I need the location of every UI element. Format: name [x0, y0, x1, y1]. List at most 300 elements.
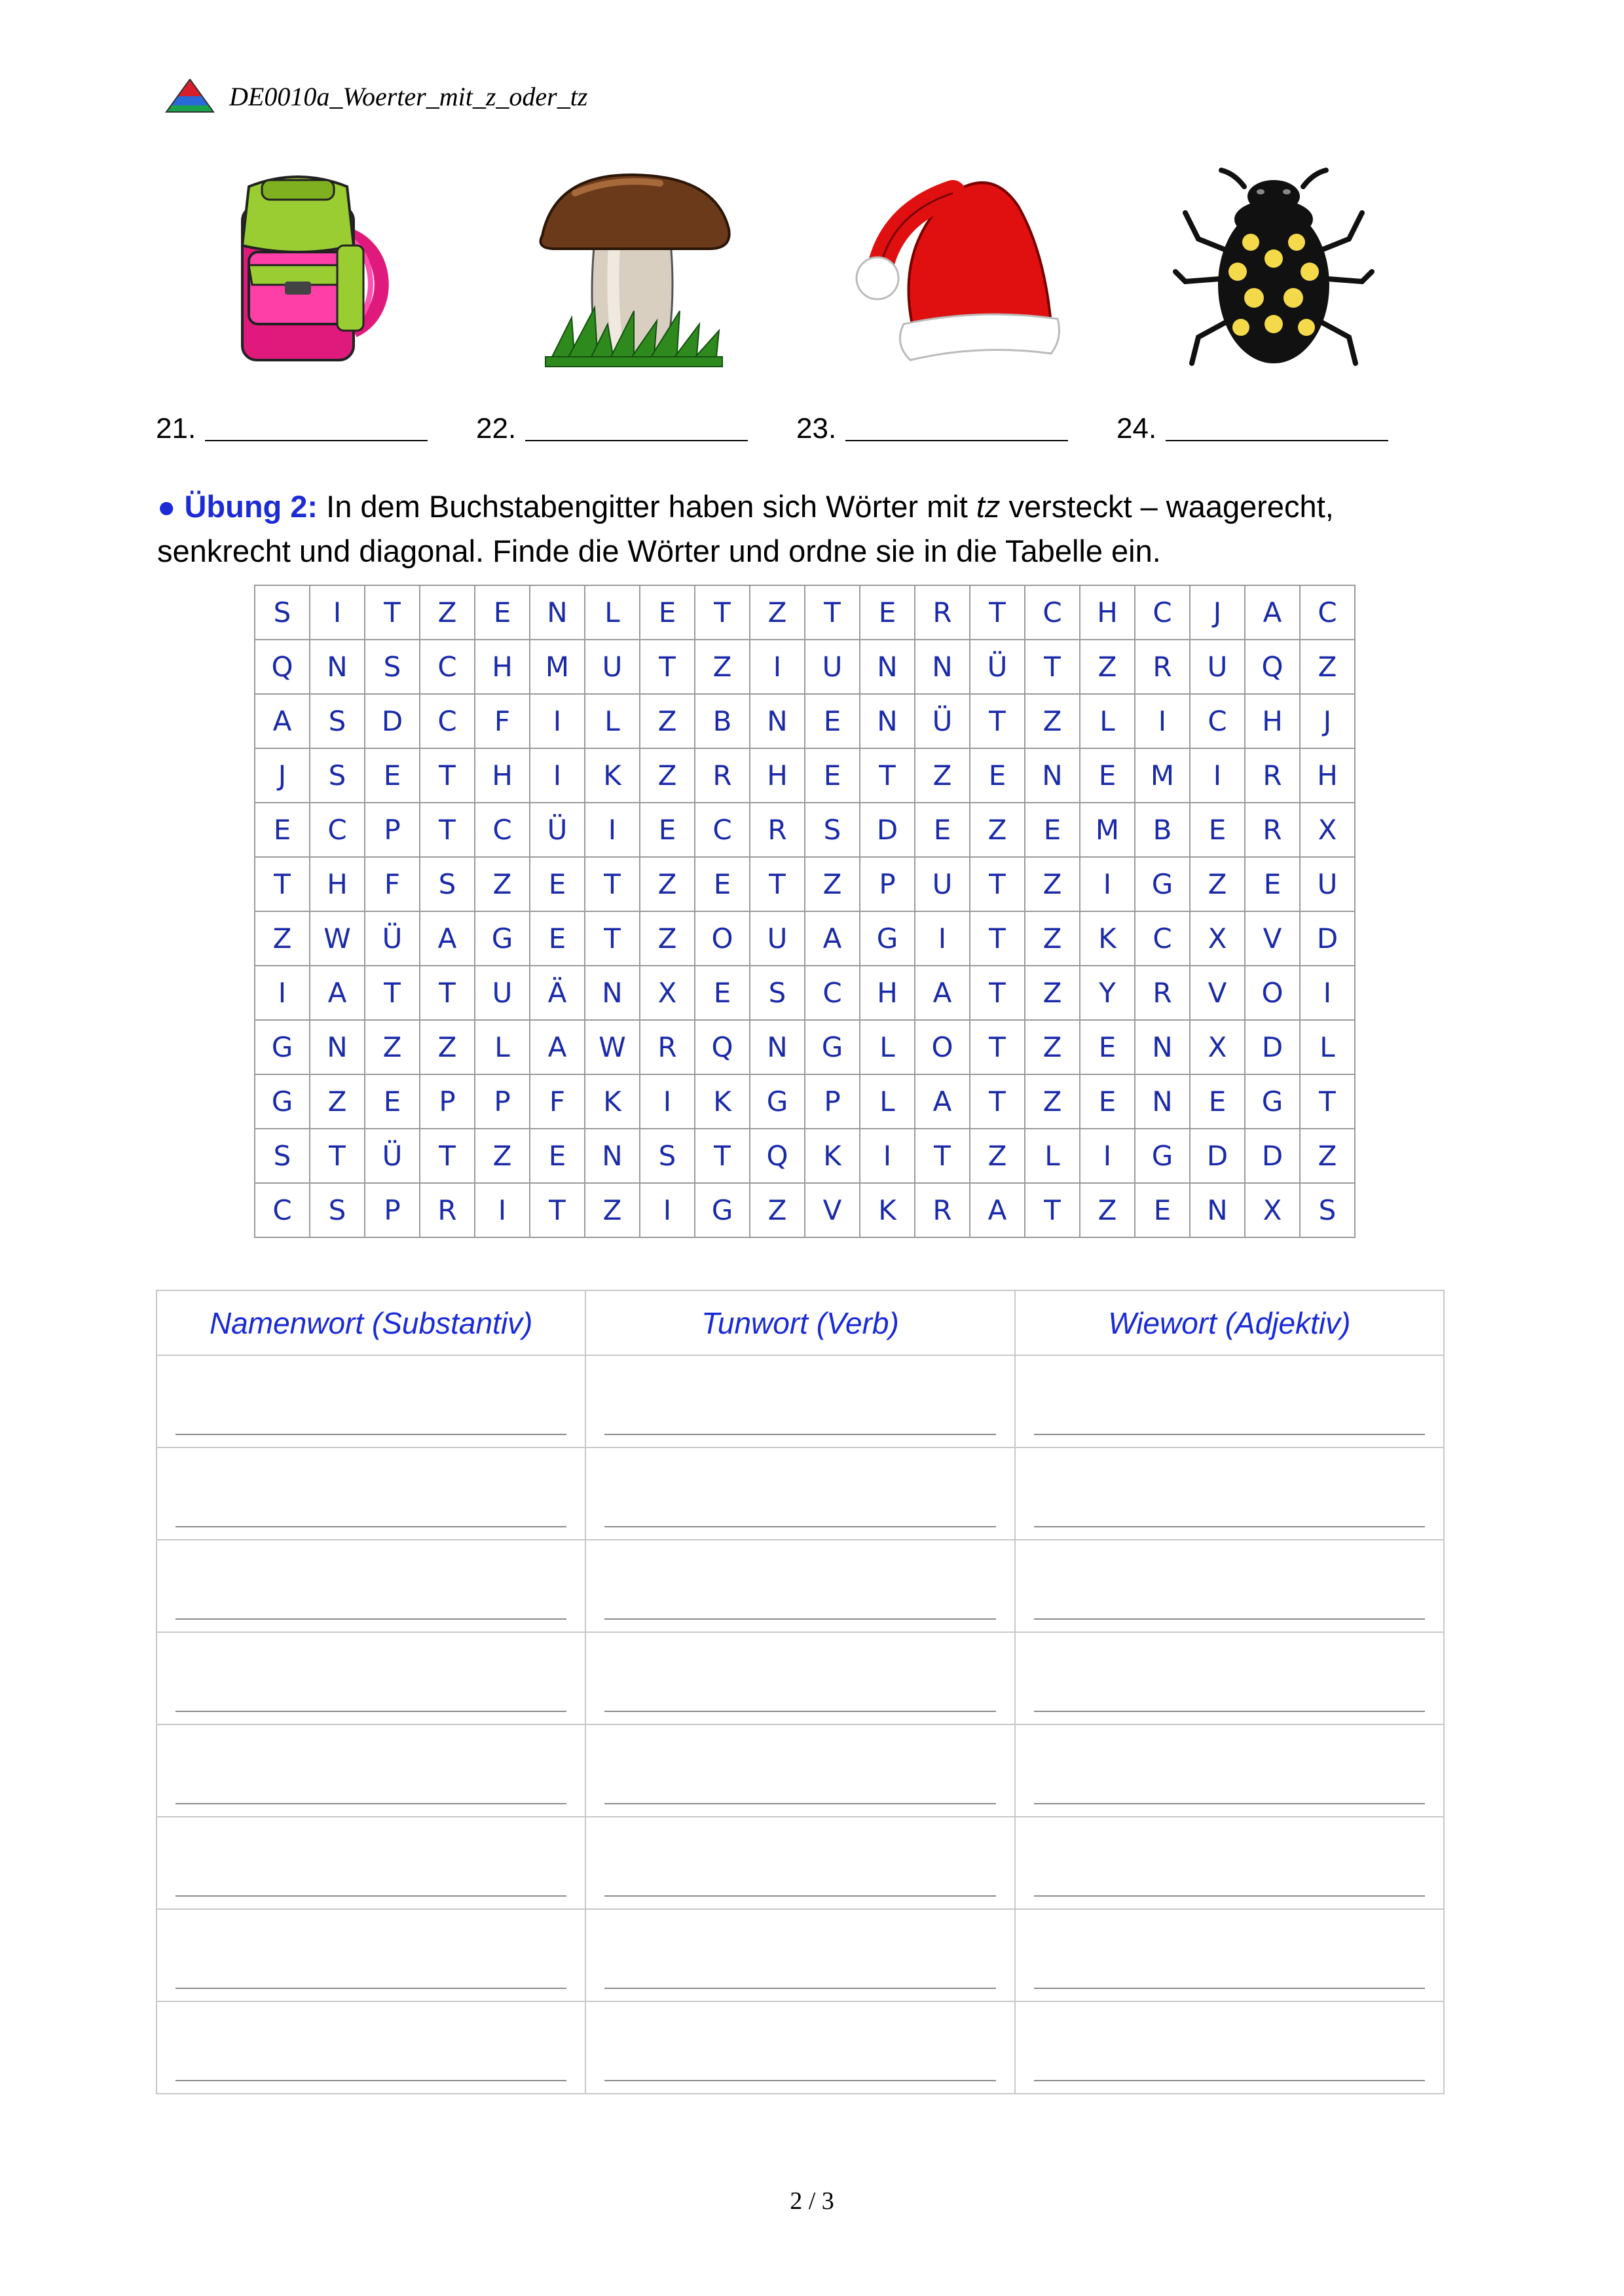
grid-cell[interactable]: Z — [750, 1183, 805, 1237]
grid-cell[interactable]: E — [970, 748, 1025, 803]
page-header — [164, 73, 587, 119]
grid-cell[interactable]: E — [1245, 857, 1300, 911]
grid-cell[interactable]: N — [310, 1020, 365, 1074]
grid-cell[interactable]: V — [805, 1183, 860, 1237]
grid-cell[interactable]: T — [970, 585, 1025, 640]
grid-cell[interactable]: L — [475, 1020, 530, 1074]
grid-cell[interactable]: P — [475, 1074, 530, 1129]
grid-cell[interactable]: E — [805, 748, 860, 803]
table-cell-noun[interactable] — [157, 1724, 585, 1817]
table-cell-noun[interactable] — [157, 2001, 585, 2094]
grid-cell[interactable]: T — [420, 803, 475, 857]
grid-cell[interactable]: T — [970, 1074, 1025, 1129]
grid-cell[interactable]: P — [365, 803, 420, 857]
grid-cell[interactable]: Z — [915, 748, 970, 803]
grid-cell[interactable]: I — [750, 640, 805, 694]
grid-cell[interactable]: I — [640, 1074, 695, 1129]
grid-cell[interactable]: Z — [1190, 857, 1245, 911]
grid-cell[interactable]: F — [365, 857, 420, 911]
word-search-grid — [254, 585, 1356, 1238]
grid-cell[interactable]: K — [1080, 911, 1135, 966]
answer-line-24[interactable] — [1166, 414, 1388, 441]
grid-cell[interactable]: R — [640, 1020, 695, 1074]
answer-line-21[interactable] — [205, 414, 428, 441]
picture-row — [0, 167, 1624, 383]
grid-cell[interactable]: R — [915, 1183, 970, 1237]
grid-cell[interactable]: I — [255, 966, 310, 1020]
table-cell-adjective[interactable] — [1015, 1355, 1444, 1448]
grid-cell[interactable]: E — [1080, 1020, 1135, 1074]
grid-row — [255, 1183, 1355, 1237]
grid-cell[interactable]: D — [1245, 1020, 1300, 1074]
grid-cell[interactable]: T — [970, 1020, 1025, 1074]
write-line — [175, 1432, 566, 1435]
grid-cell[interactable]: E — [640, 585, 695, 640]
exercise-instructions — [157, 484, 1467, 574]
table-cell-adjective[interactable] — [1015, 1909, 1444, 2001]
answer-number: 22. — [476, 412, 517, 445]
table-cell-verb[interactable] — [585, 1632, 1014, 1724]
grid-cell[interactable]: T — [640, 640, 695, 694]
grid-cell[interactable]: Z — [365, 1020, 420, 1074]
grid-cell[interactable]: C — [695, 803, 750, 857]
write-line — [1034, 1525, 1425, 1527]
grid-cell[interactable]: E — [365, 748, 420, 803]
grid-cell[interactable]: S — [255, 1129, 310, 1183]
grid-cell[interactable]: C — [1135, 585, 1190, 640]
grid-cell[interactable]: Q — [750, 1129, 805, 1183]
grid-cell[interactable]: G — [805, 1020, 860, 1074]
grid-cell[interactable]: C — [475, 803, 530, 857]
grid-cell[interactable]: Z — [750, 585, 805, 640]
grid-cell[interactable]: H — [1245, 694, 1300, 748]
grid-cell[interactable]: C — [255, 1183, 310, 1237]
grid-cell[interactable]: G — [255, 1020, 310, 1074]
grid-cell[interactable]: O — [695, 911, 750, 966]
grid-cell[interactable]: T — [1300, 1074, 1355, 1129]
grid-cell[interactable]: H — [750, 748, 805, 803]
grid-row — [255, 1129, 1355, 1183]
grid-cell[interactable]: M — [1080, 803, 1135, 857]
grid-cell[interactable]: E — [475, 585, 530, 640]
grid-cell[interactable]: L — [585, 585, 640, 640]
table-row — [157, 1632, 1444, 1724]
grid-cell[interactable]: Z — [1025, 911, 1080, 966]
grid-cell[interactable]: T — [420, 1129, 475, 1183]
answer-23 — [796, 412, 1068, 445]
write-line — [175, 1617, 566, 1620]
table-cell-adjective[interactable] — [1015, 1448, 1444, 1540]
grid-cell[interactable]: Ä — [530, 966, 585, 1020]
santa-hat-icon — [855, 167, 1064, 370]
table-cell-noun[interactable] — [157, 1909, 585, 2001]
grid-cell[interactable]: T — [860, 748, 915, 803]
table-cell-verb[interactable] — [585, 1355, 1014, 1448]
grid-cell[interactable]: C — [805, 966, 860, 1020]
grid-row — [255, 748, 1355, 803]
grid-cell[interactable]: T — [365, 585, 420, 640]
grid-cell[interactable]: Z — [1025, 1074, 1080, 1129]
grid-cell[interactable]: Z — [805, 857, 860, 911]
write-line — [604, 1709, 995, 1712]
table-cell-noun[interactable] — [157, 1817, 585, 1909]
grid-cell[interactable]: T — [365, 966, 420, 1020]
grid-cell[interactable]: E — [255, 803, 310, 857]
grid-cell[interactable]: H — [1300, 748, 1355, 803]
grid-cell[interactable]: Z — [1025, 1020, 1080, 1074]
grid-cell[interactable]: E — [860, 585, 915, 640]
grid-cell[interactable]: X — [1300, 803, 1355, 857]
grid-cell[interactable]: Z — [1025, 966, 1080, 1020]
grid-cell[interactable]: U — [805, 640, 860, 694]
grid-cell[interactable]: Z — [1080, 640, 1135, 694]
grid-cell[interactable]: E — [1080, 1074, 1135, 1129]
grid-cell[interactable]: E — [530, 1129, 585, 1183]
grid-cell[interactable]: E — [915, 803, 970, 857]
grid-cell[interactable]: S — [805, 803, 860, 857]
grid-cell[interactable]: R — [1135, 640, 1190, 694]
grid-cell[interactable]: Q — [695, 1020, 750, 1074]
grid-cell[interactable]: E — [1080, 748, 1135, 803]
grid-cell[interactable]: I — [1080, 1129, 1135, 1183]
grid-cell[interactable]: U — [1190, 640, 1245, 694]
grid-cell[interactable]: N — [860, 640, 915, 694]
grid-cell[interactable]: Ü — [530, 803, 585, 857]
grid-cell[interactable]: T — [585, 911, 640, 966]
grid-cell[interactable]: B — [1135, 803, 1190, 857]
grid-cell[interactable]: S — [310, 1183, 365, 1237]
grid-cell[interactable]: O — [1245, 966, 1300, 1020]
grid-cell[interactable]: E — [695, 857, 750, 911]
grid-cell[interactable]: J — [1300, 694, 1355, 748]
grid-cell[interactable]: Ü — [970, 640, 1025, 694]
grid-cell[interactable]: G — [1245, 1074, 1300, 1129]
exercise-text-2: versteckt – waagerecht, senkrecht und diagonal. Finde die Wörter und ordne sie in die Tabelle ein. — [157, 489, 1334, 568]
grid-cell[interactable]: E — [530, 857, 585, 911]
grid-cell[interactable]: R — [915, 585, 970, 640]
grid-cell[interactable]: D — [1245, 1129, 1300, 1183]
grid-cell[interactable]: I — [640, 1183, 695, 1237]
grid-cell[interactable]: C — [1300, 585, 1355, 640]
grid-cell[interactable]: I — [475, 1183, 530, 1237]
grid-cell[interactable]: N — [860, 694, 915, 748]
table-cell-verb[interactable] — [585, 1540, 1014, 1632]
grid-cell[interactable]: H — [1080, 585, 1135, 640]
grid-cell[interactable]: I — [530, 748, 585, 803]
grid-cell[interactable]: Z — [475, 1129, 530, 1183]
grid-cell[interactable]: Z — [1300, 640, 1355, 694]
grid-cell[interactable]: G — [860, 911, 915, 966]
grid-cell[interactable]: C — [310, 803, 365, 857]
grid-cell[interactable]: U — [585, 640, 640, 694]
grid-cell[interactable]: Z — [970, 803, 1025, 857]
grid-cell[interactable]: D — [1190, 1129, 1245, 1183]
grid-cell[interactable]: N — [1135, 1074, 1190, 1129]
grid-cell[interactable]: E — [365, 1074, 420, 1129]
grid-cell[interactable]: G — [695, 1183, 750, 1237]
grid-cell[interactable]: L — [860, 1074, 915, 1129]
grid-cell[interactable]: N — [1190, 1183, 1245, 1237]
answer-line-23[interactable] — [845, 414, 1068, 441]
table-cell-adjective[interactable] — [1015, 2001, 1444, 2094]
grid-cell[interactable]: U — [915, 857, 970, 911]
grid-cell[interactable]: G — [255, 1074, 310, 1129]
grid-cell[interactable]: W — [585, 1020, 640, 1074]
grid-cell[interactable]: E — [1190, 803, 1245, 857]
grid-cell[interactable]: D — [365, 694, 420, 748]
grid-cell[interactable]: Z — [1025, 694, 1080, 748]
write-line — [1034, 1986, 1425, 1989]
grid-cell[interactable]: Q — [255, 640, 310, 694]
grid-cell[interactable]: Z — [695, 640, 750, 694]
grid-cell[interactable]: C — [420, 640, 475, 694]
write-line — [175, 1894, 566, 1897]
grid-cell[interactable]: V — [1245, 911, 1300, 966]
grid-cell[interactable]: K — [805, 1129, 860, 1183]
grid-cell[interactable]: T — [695, 585, 750, 640]
grid-cell[interactable]: Z — [640, 857, 695, 911]
grid-cell[interactable]: E — [1190, 1074, 1245, 1129]
mushroom-icon — [536, 167, 732, 370]
grid-cell[interactable]: Z — [640, 911, 695, 966]
grid-cell[interactable]: Z — [420, 585, 475, 640]
grid-cell[interactable]: H — [475, 640, 530, 694]
grid-cell[interactable]: I — [1080, 857, 1135, 911]
grid-cell[interactable]: Ü — [365, 911, 420, 966]
grid-cell[interactable]: A — [970, 1183, 1025, 1237]
table-cell-adjective[interactable] — [1015, 1540, 1444, 1632]
grid-cell[interactable]: I — [1135, 694, 1190, 748]
grid-cell[interactable]: U — [475, 966, 530, 1020]
grid-cell[interactable]: Z — [1025, 857, 1080, 911]
grid-cell[interactable]: I — [530, 694, 585, 748]
grid-cell[interactable]: Ü — [915, 694, 970, 748]
grid-cell[interactable]: K — [695, 1074, 750, 1129]
grid-cell[interactable]: B — [695, 694, 750, 748]
grid-cell[interactable]: I — [1190, 748, 1245, 803]
grid-cell[interactable]: R — [750, 803, 805, 857]
grid-cell[interactable]: Z — [970, 1129, 1025, 1183]
write-line — [175, 1802, 566, 1804]
grid-cell[interactable]: N — [750, 694, 805, 748]
grid-cell[interactable]: S — [310, 748, 365, 803]
write-line — [175, 1986, 566, 1989]
grid-cell[interactable]: X — [1245, 1183, 1300, 1237]
grid-cell[interactable]: C — [1025, 585, 1080, 640]
grid-cell[interactable]: G — [1135, 1129, 1190, 1183]
table-cell-noun[interactable] — [157, 1632, 585, 1724]
grid-cell[interactable]: R — [1245, 803, 1300, 857]
grid-cell[interactable]: Z — [585, 1183, 640, 1237]
grid-cell[interactable]: F — [530, 1074, 585, 1129]
grid-cell[interactable]: E — [640, 803, 695, 857]
grid-cell[interactable]: T — [310, 1129, 365, 1183]
grid-cell[interactable]: E — [805, 694, 860, 748]
grid-cell[interactable]: C — [1135, 911, 1190, 966]
grid-cell[interactable]: C — [420, 694, 475, 748]
grid-cell[interactable]: J — [255, 748, 310, 803]
grid-cell[interactable]: A — [310, 966, 365, 1020]
grid-cell[interactable]: G — [475, 911, 530, 966]
grid-cell[interactable]: T — [970, 911, 1025, 966]
grid-cell[interactable]: E — [1135, 1183, 1190, 1237]
grid-cell[interactable]: U — [750, 911, 805, 966]
grid-cell[interactable]: P — [365, 1183, 420, 1237]
backpack-icon — [223, 167, 399, 370]
grid-cell[interactable]: T — [530, 1183, 585, 1237]
grid-row — [255, 966, 1355, 1020]
grid-cell[interactable]: N — [750, 1020, 805, 1074]
grid-cell[interactable]: N — [1025, 748, 1080, 803]
grid-cell[interactable]: A — [1245, 585, 1300, 640]
grid-cell[interactable]: K — [585, 1074, 640, 1129]
grid-cell[interactable]: Z — [420, 1020, 475, 1074]
grid-cell[interactable]: S — [640, 1129, 695, 1183]
table-row — [157, 1540, 1444, 1632]
grid-cell[interactable]: T — [970, 966, 1025, 1020]
answer-line-22[interactable] — [525, 414, 748, 441]
grid-cell[interactable]: T — [420, 748, 475, 803]
grid-cell[interactable]: U — [1300, 857, 1355, 911]
grid-cell[interactable]: J — [1190, 585, 1245, 640]
grid-cell[interactable]: A — [530, 1020, 585, 1074]
grid-cell[interactable]: X — [1190, 1020, 1245, 1074]
grid-cell[interactable]: A — [255, 694, 310, 748]
table-cell-verb[interactable] — [585, 2001, 1014, 2094]
grid-cell[interactable]: T — [805, 585, 860, 640]
table-cell-adjective[interactable] — [1015, 1632, 1444, 1724]
grid-cell[interactable]: A — [915, 1074, 970, 1129]
grid-cell[interactable]: Z — [640, 748, 695, 803]
grid-cell[interactable]: N — [585, 1129, 640, 1183]
grid-cell[interactable]: S — [255, 585, 310, 640]
grid-cell[interactable]: M — [530, 640, 585, 694]
grid-cell[interactable]: P — [805, 1074, 860, 1129]
document-title: DE0010a_Woerter_mit_z_oder_tz — [229, 81, 588, 111]
grid-cell[interactable]: T — [255, 857, 310, 911]
grid-cell[interactable]: E — [695, 966, 750, 1020]
grid-cell[interactable]: K — [860, 1183, 915, 1237]
table-cell-verb[interactable] — [585, 1724, 1014, 1817]
grid-cell[interactable]: Ü — [365, 1129, 420, 1183]
grid-cell[interactable]: T — [970, 857, 1025, 911]
grid-cell[interactable]: E — [1025, 803, 1080, 857]
answer-lines — [0, 412, 1624, 458]
table-row — [157, 1724, 1444, 1817]
grid-cell[interactable]: R — [1135, 966, 1190, 1020]
grid-cell[interactable]: Z — [640, 694, 695, 748]
grid-cell[interactable]: T — [915, 1129, 970, 1183]
grid-cell[interactable]: Z — [475, 857, 530, 911]
grid-cell[interactable]: C — [1190, 694, 1245, 748]
grid-cell[interactable]: D — [1300, 911, 1355, 966]
table-cell-adjective[interactable] — [1015, 1724, 1444, 1817]
grid-cell[interactable]: E — [530, 911, 585, 966]
table-cell-verb[interactable] — [585, 1448, 1014, 1540]
grid-cell[interactable]: T — [1025, 1183, 1080, 1237]
table-row — [157, 1355, 1444, 1448]
grid-cell[interactable]: H — [475, 748, 530, 803]
grid-cell[interactable]: N — [585, 966, 640, 1020]
write-line — [1034, 2079, 1425, 2081]
grid-cell[interactable]: O — [915, 1020, 970, 1074]
grid-cell[interactable]: L — [1025, 1129, 1080, 1183]
write-line — [1034, 1802, 1425, 1804]
grid-cell[interactable]: N — [915, 640, 970, 694]
grid-cell[interactable]: F — [475, 694, 530, 748]
grid-cell[interactable]: H — [310, 857, 365, 911]
grid-cell[interactable]: I — [860, 1129, 915, 1183]
grid-cell[interactable]: A — [805, 911, 860, 966]
grid-cell[interactable]: S — [310, 694, 365, 748]
grid-cell[interactable]: L — [1300, 1020, 1355, 1074]
grid-cell[interactable]: A — [420, 911, 475, 966]
table-cell-verb[interactable] — [585, 1817, 1014, 1909]
grid-cell[interactable]: T — [420, 966, 475, 1020]
grid-cell[interactable]: T — [750, 857, 805, 911]
grid-cell[interactable]: G — [750, 1074, 805, 1129]
grid-cell[interactable]: N — [310, 640, 365, 694]
grid-cell[interactable]: Q — [1245, 640, 1300, 694]
grid-cell[interactable]: R — [1245, 748, 1300, 803]
grid-cell[interactable]: S — [750, 966, 805, 1020]
grid-cell[interactable]: L — [585, 694, 640, 748]
beetle-icon — [1172, 167, 1375, 370]
grid-cell[interactable]: A — [915, 966, 970, 1020]
grid-cell[interactable]: I — [585, 803, 640, 857]
grid-cell[interactable]: R — [420, 1183, 475, 1237]
grid-cell[interactable]: I — [1300, 966, 1355, 1020]
grid-cell[interactable]: L — [860, 1020, 915, 1074]
grid-cell[interactable]: V — [1190, 966, 1245, 1020]
grid-cell[interactable]: N — [1135, 1020, 1190, 1074]
grid-cell[interactable]: Z — [310, 1074, 365, 1129]
table-cell-noun[interactable] — [157, 1448, 585, 1540]
grid-cell[interactable]: S — [1300, 1183, 1355, 1237]
grid-cell[interactable]: N — [530, 585, 585, 640]
grid-cell[interactable]: S — [365, 640, 420, 694]
grid-cell[interactable]: K — [585, 748, 640, 803]
table-cell-noun[interactable] — [157, 1540, 585, 1632]
grid-cell[interactable]: H — [860, 966, 915, 1020]
grid-cell[interactable]: M — [1135, 748, 1190, 803]
grid-cell[interactable]: Z — [1080, 1183, 1135, 1237]
grid-cell[interactable]: R — [695, 748, 750, 803]
grid-cell[interactable]: Z — [1300, 1129, 1355, 1183]
grid-cell[interactable]: I — [915, 911, 970, 966]
grid-cell[interactable]: X — [640, 966, 695, 1020]
table-cell-verb[interactable] — [585, 1909, 1014, 2001]
grid-cell[interactable]: S — [420, 857, 475, 911]
grid-cell[interactable]: T — [970, 694, 1025, 748]
grid-cell[interactable]: T — [695, 1129, 750, 1183]
grid-cell[interactable]: P — [860, 857, 915, 911]
table-cell-noun[interactable] — [157, 1355, 585, 1448]
grid-cell[interactable]: Y — [1080, 966, 1135, 1020]
grid-cell[interactable]: T — [585, 857, 640, 911]
answer-24 — [1116, 412, 1388, 445]
grid-cell[interactable]: G — [1135, 857, 1190, 911]
grid-cell[interactable]: D — [860, 803, 915, 857]
grid-cell[interactable]: P — [420, 1074, 475, 1129]
grid-cell[interactable]: I — [310, 585, 365, 640]
grid-cell[interactable]: Z — [255, 911, 310, 966]
grid-cell[interactable]: W — [310, 911, 365, 966]
grid-cell[interactable]: L — [1080, 694, 1135, 748]
grid-cell[interactable]: X — [1190, 911, 1245, 966]
table-cell-adjective[interactable] — [1015, 1817, 1444, 1909]
grid-cell[interactable]: T — [1025, 640, 1080, 694]
